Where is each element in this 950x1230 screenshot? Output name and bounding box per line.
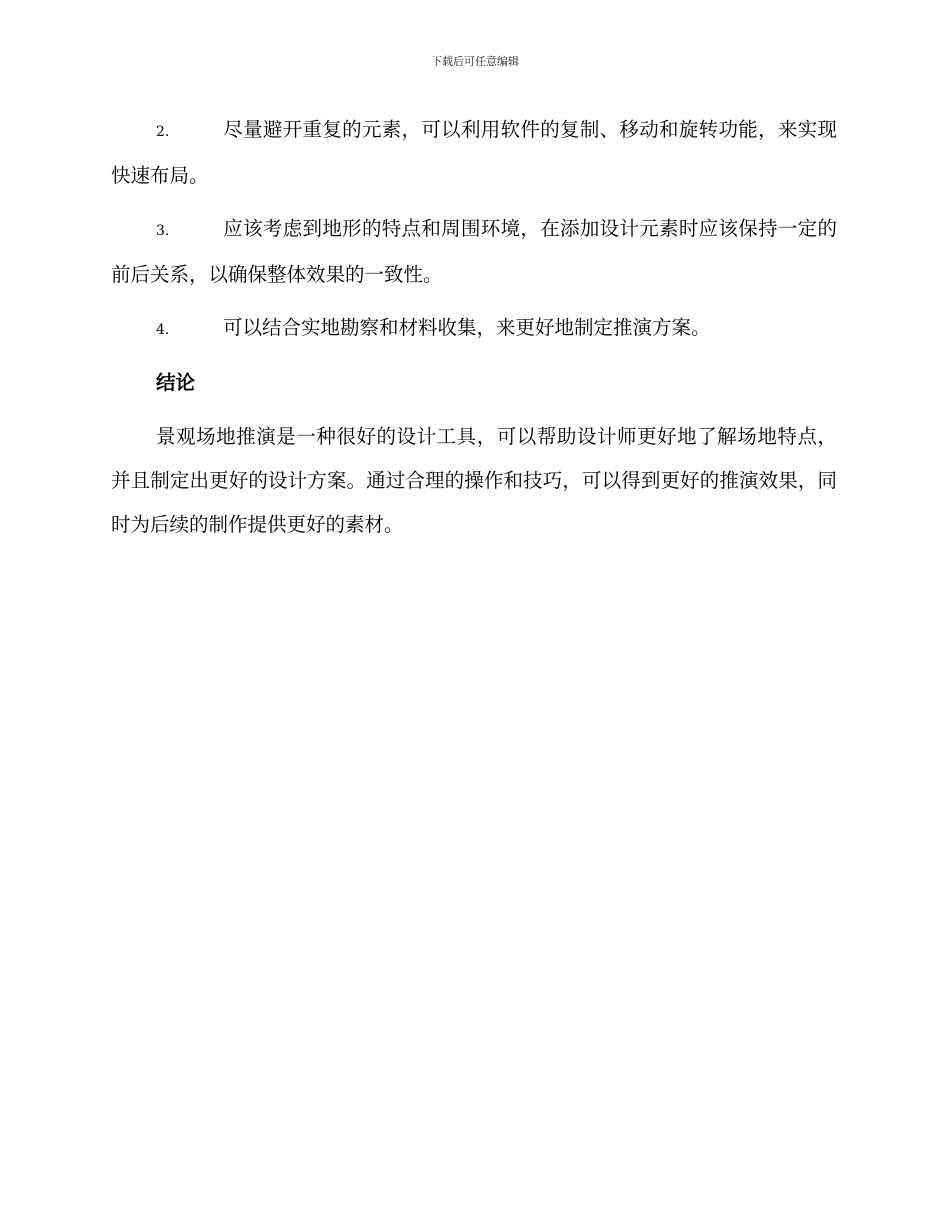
page-header: 下载后可任意编辑 [431,55,519,68]
conclusion-heading: 结论 [156,371,196,394]
list-text: 应该考虑到地形的特点和周围环境，在添加设计元素时应该保持一定的前后关系，以确保整体效果的一致性。 [111,217,837,286]
list-number: 4. [156,322,170,338]
list-text: 尽量避开重复的元素，可以利用软件的复制、移动和旋转功能，来实现快速布局。 [111,118,837,187]
list-number: 3. [156,223,170,239]
list-item [111,108,837,198]
document-body [111,108,837,547]
conclusion-paragraph: 景观场地推演是一种很好的设计工具，可以帮助设计师更好地了解场地特点，并且制定出更好的设计方案。通过合理的操作和技巧，可以得到更好的推演效果，同时为后续的制作提供更好的素材。 [111,425,837,536]
list-number: 2. [156,124,170,140]
list-item [111,207,837,297]
list-text: 可以结合实地勘察和材料收集，来更好地制定推演方案。 [223,316,711,339]
list-item [111,306,837,352]
